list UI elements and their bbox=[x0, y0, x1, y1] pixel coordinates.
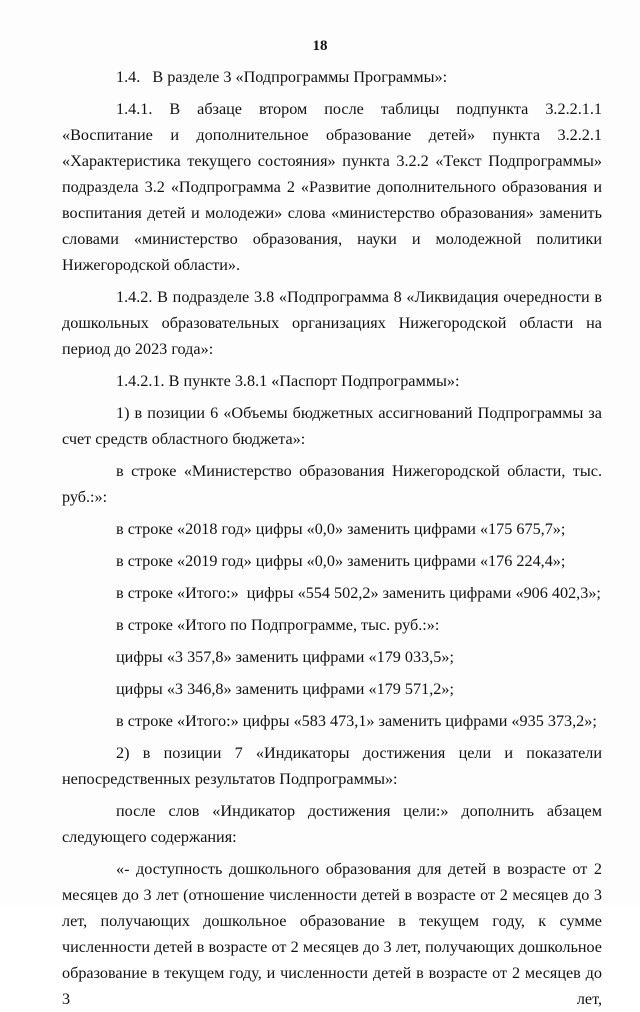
paragraph-total-row: в строке «Итого:» цифры «554 502,2» заменить цифрами «906 402,3»; bbox=[116, 584, 601, 602]
paragraph-1-4-2-1: 1.4.2.1. В пункте 3.8.1 «Паспорт Подпрограммы»: bbox=[116, 372, 460, 390]
paragraph-item-2: 2) в позиции 7 «Индикаторы достижения цели и показатели непосредственных результатов Подпрограммы»: bbox=[62, 744, 602, 788]
paragraph-item-1: 1) в позиции 6 «Объемы бюджетных ассигнований Подпрограммы за счет средств областного бюджета»: bbox=[62, 404, 602, 448]
paragraph-quote-accessibility: «- доступность дошкольного образования для детей в возрасте от 2 месяцев до 3 лет (отношение численности детей в возрасте от 2 месяцев до 3 лет, получающих дошкольное образование в текущем году, к сумме численности детей в возрасте от 2 месяцев до 3 лет, получающих дошкольное образование в текущем году, и численности детей в возрасте от 2 месяцев до 3 лет, bbox=[62, 860, 602, 1008]
paragraph-digits-1: цифры «3 357,8» заменить цифрами «179 033,5»; bbox=[116, 648, 454, 666]
paragraph-2019-row: в строке «2019 год» цифры «0,0» заменить цифрами «176 224,4»; bbox=[116, 552, 566, 570]
paragraph-1-4-1: 1.4.1. В абзаце втором после таблицы подпункта 3.2.2.1.1 «Воспитание и дополнительное образование детей» пункта 3.2.2.1 «Характеристика текущего состояния» пункта 3.2.2 «Текст Подпрограммы» подраздела 3.2 «Подпрограмма 2 «Развитие дополнительного образования и воспитания детей и молодежи» слова «министерство образования» заменить словами «министерство образования, науки и молодежной политики Нижегородской области». bbox=[62, 100, 602, 274]
paragraph-after-words: после слов «Индикатор достижения цели:» дополнить абзацем следующего содержания: bbox=[62, 802, 602, 846]
paragraph-1-4-2: 1.4.2. В подразделе 3.8 «Подпрограмма 8 «Ликвидация очередности в дошкольных образовательных организациях Нижегородской области на период до 2023 года»: bbox=[62, 288, 602, 358]
document-body bbox=[62, 64, 602, 1012]
paragraph-2018-row: в строке «2018 год» цифры «0,0» заменить цифрами «175 675,7»; bbox=[116, 520, 566, 538]
paragraph-subprogram-total-row: в строке «Итого по Подпрограмме, тыс. руб.:»: bbox=[116, 616, 440, 634]
paragraph-digits-2: цифры «3 346,8» заменить цифрами «179 571,2»; bbox=[116, 680, 454, 698]
paragraph-1-4: 1.4. В разделе 3 «Подпрограммы Программы»: bbox=[116, 68, 448, 86]
page-number: 18 bbox=[312, 38, 328, 54]
paragraph-total-row-2: в строке «Итого:» цифры «583 473,1» заменить цифрами «935 373,2»; bbox=[116, 712, 597, 730]
paragraph-ministry-row: в строке «Министерство образования Нижегородской области, тыс. руб.:»: bbox=[62, 462, 602, 506]
